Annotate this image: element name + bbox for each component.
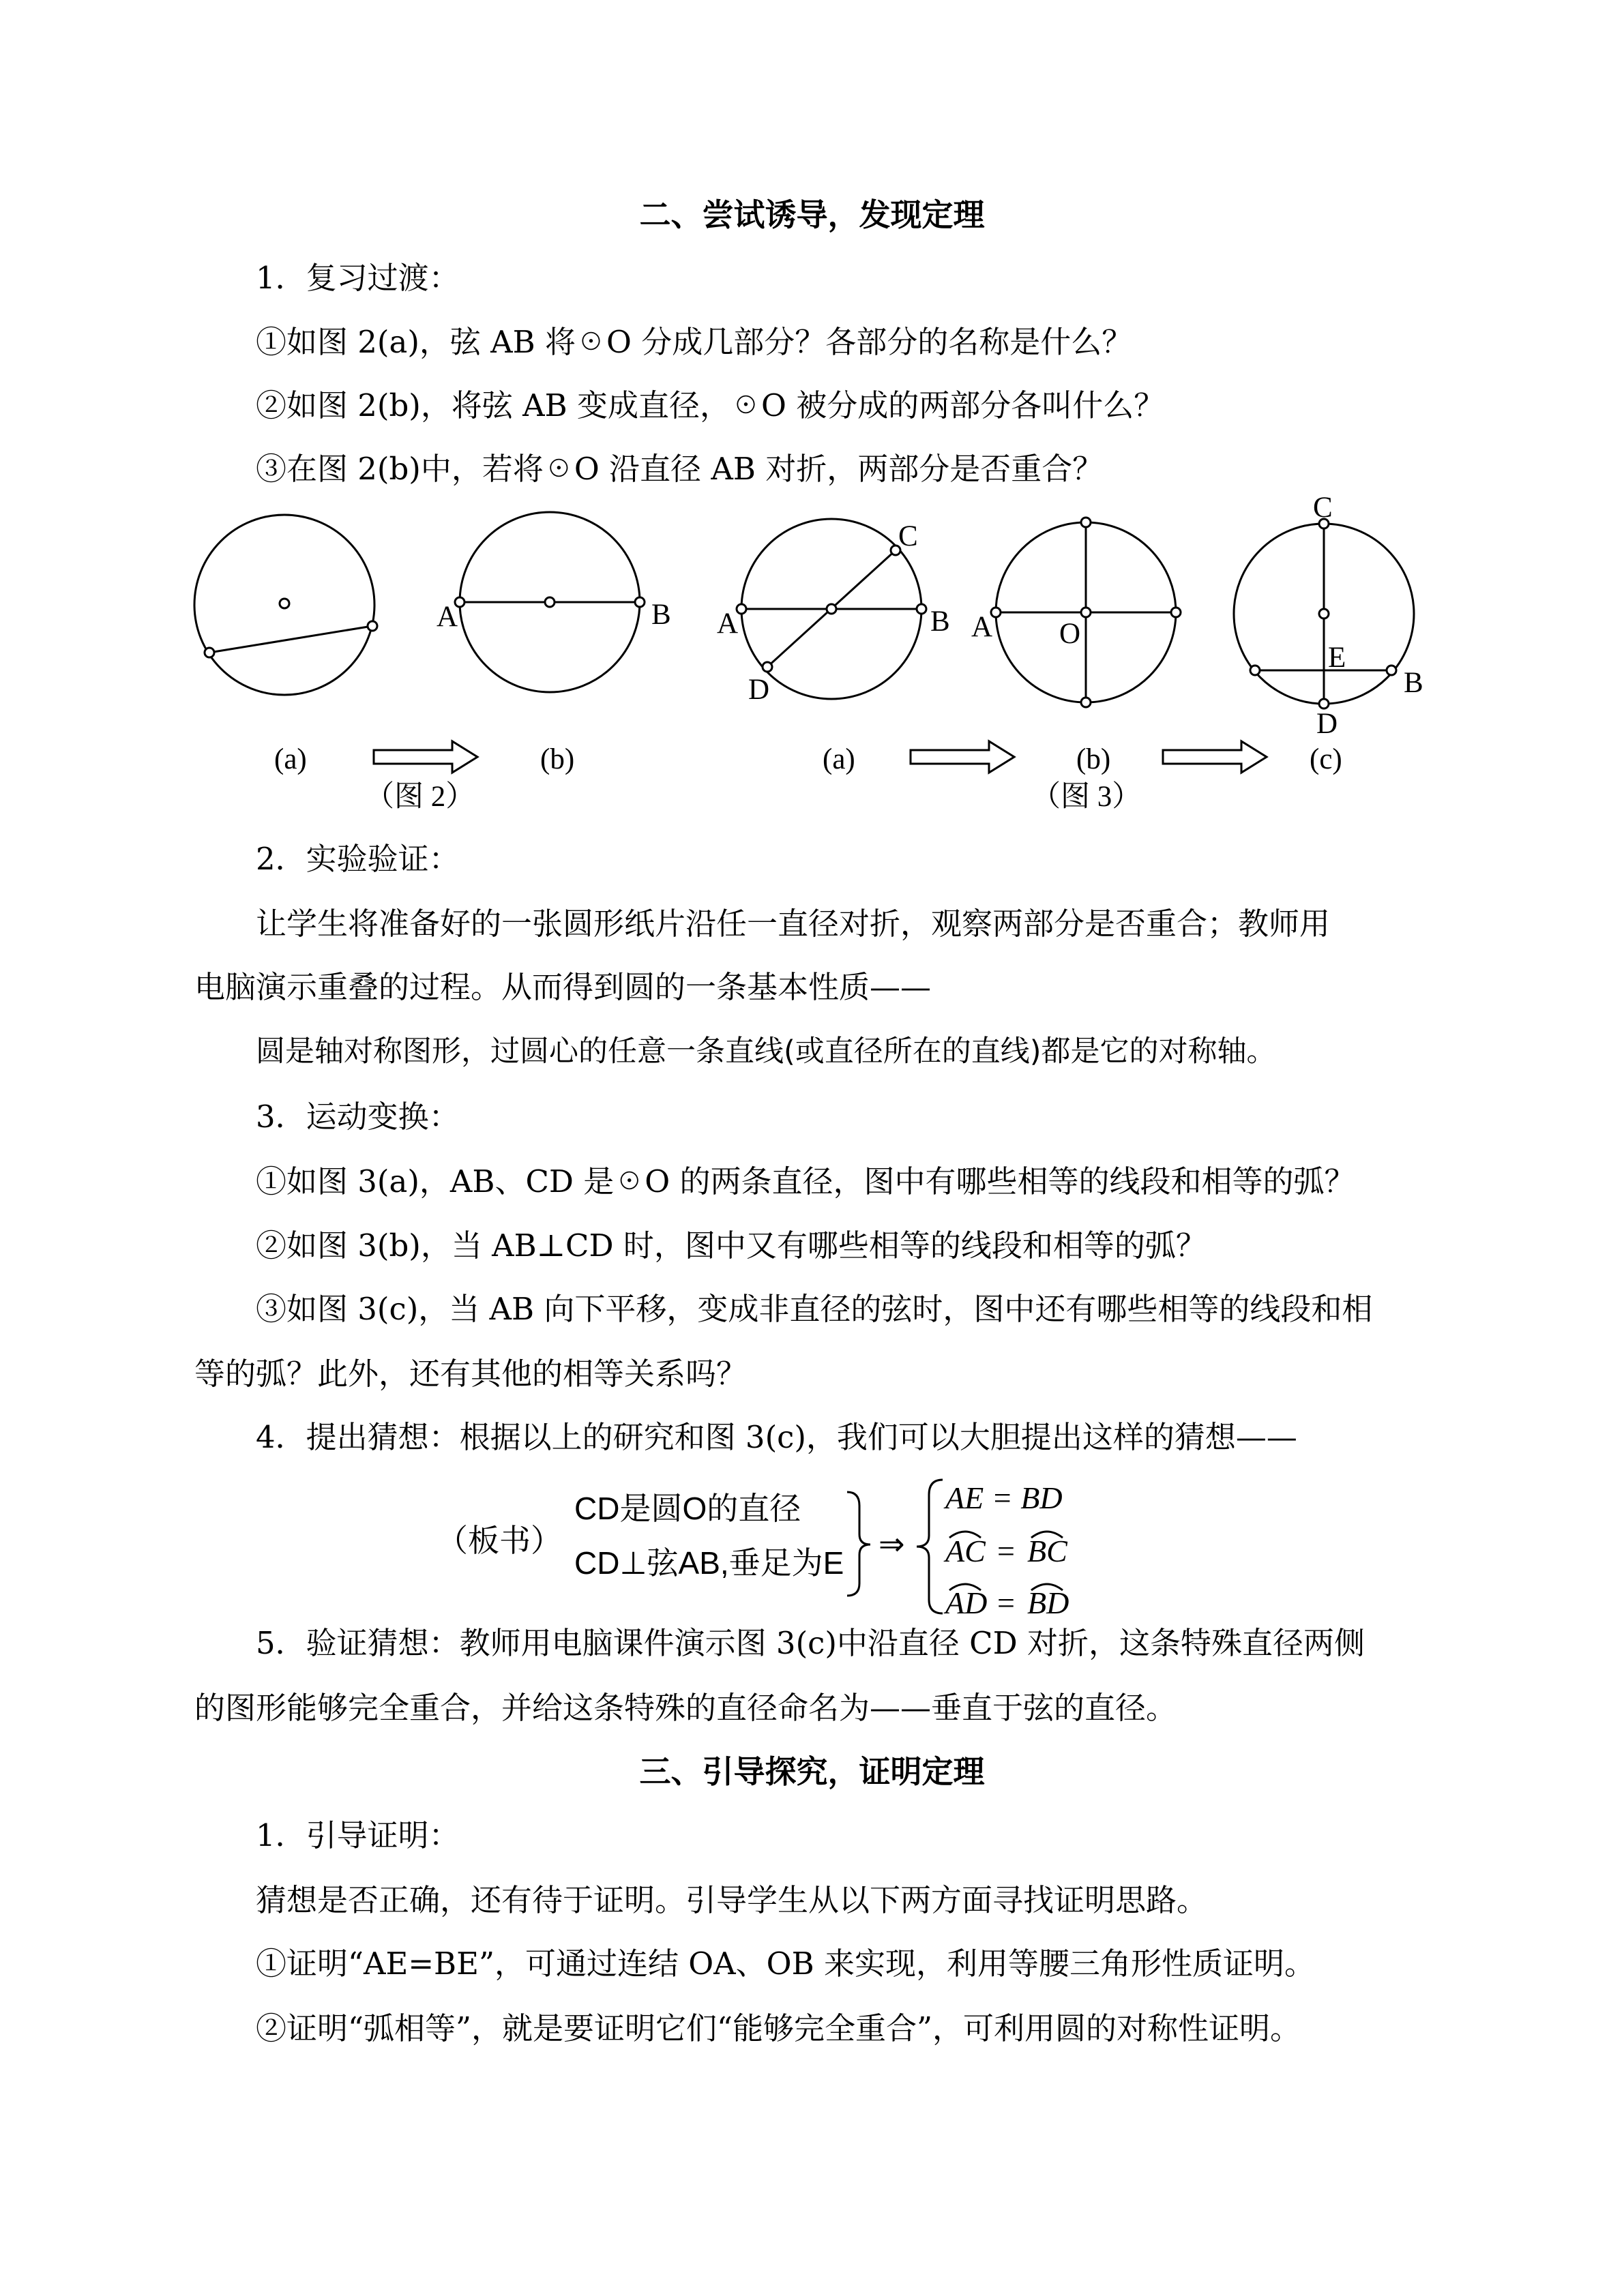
review-question-3: ③在图 2(b)中，若将☉O 沿直径 AB 对折，两部分是否重合？: [256, 451, 1104, 487]
implies-symbol: ⇒: [879, 1527, 905, 1562]
proof-paragraph-3: ②证明“弧相等”，就是要证明它们“能够完全重合”，可利用圆的对称性证明。: [256, 2010, 1301, 2046]
fig3a-point-b: B: [930, 606, 950, 638]
verify-paragraph-line-1: 5．验证猜想：教师用电脑课件演示图 3(c)中沿直径 CD 对折，这条特殊直径两侧: [256, 1625, 1365, 1661]
proof-paragraph-2: ①证明“AE=BE”，可通过连结 OA、OB 来实现，利用等腰三角形性质证明。: [256, 1945, 1315, 1982]
fig3b-point-o: O: [1059, 618, 1081, 650]
section-3-title: 三、引导探究，证明定理: [639, 1753, 985, 1790]
experiment-paragraph-line-2: 电脑演示重叠的过程。从而得到圆的一条基本性质——: [194, 969, 932, 1005]
figure-3c-circle: [1234, 519, 1414, 709]
verify-paragraph-line-2: 的图形能够完全重合，并给这条特殊的直径命名为——垂直于弦的直径。: [194, 1690, 1177, 1726]
motion-question-2: ②如图 3(b)，当 AB⊥CD 时，图中又有哪些相等的线段和相等的弧？: [256, 1227, 1207, 1264]
conclusion-arc-ac: AC: [945, 1534, 986, 1568]
circle-symmetry-property: 圆是轴对称图形，过圆心的任意一条直线(或直径所在的直线)都是它的对称轴。: [256, 1034, 1276, 1069]
section-title: 二、尝试诱导，发现定理: [639, 196, 985, 233]
conclusion-segments-equal: AE = BD: [945, 1480, 1063, 1515]
conclusion-arc-ad: AD: [945, 1585, 988, 1616]
review-question-1: ①如图 2(a)，弦 AB 将☉O 分成几部分？各部分的名称是什么？: [256, 324, 1133, 360]
motion-heading: 3．运动变换：: [256, 1099, 460, 1135]
conclusion-eq-3: =: [997, 1585, 1015, 1616]
fig3a-point-c: C: [898, 520, 918, 552]
arrow-3a-to-3b: [911, 741, 1014, 773]
motion-question-1: ①如图 3(a)，AB、CD 是☉O 的两条直径，图中有哪些相等的线段和相等的弧？: [256, 1163, 1355, 1199]
fig3c-point-b: B: [1404, 667, 1423, 699]
board-label: （板书）: [437, 1523, 562, 1558]
fig3a-label: (a): [823, 743, 855, 775]
fig3c-label: (c): [1310, 743, 1342, 775]
fig2b-point-a: A: [437, 601, 458, 633]
arrow-3b-to-3c: [1163, 741, 1267, 773]
figure-2a-circle: [194, 515, 377, 695]
conclusion-arc-bc: BC: [1027, 1534, 1067, 1568]
fig3a-point-d: D: [748, 674, 770, 706]
review-question-2: ②如图 2(b)，将弦 AB 变成直径，☉O 被分成的两部分各叫什么？: [256, 387, 1165, 423]
conjecture-formula: [423, 1459, 1173, 1616]
figure-3b-circle: [991, 518, 1181, 707]
premise-brace: [847, 1492, 870, 1596]
figure-2b-circle: [455, 512, 645, 692]
fig3a-point-a: A: [717, 608, 739, 640]
experiment-paragraph-line-1: 让学生将准备好的一张圆形纸片沿任一直径对折，观察两部分是否重合；教师用: [256, 906, 1331, 942]
premise-perpendicular: CD⊥弦AB,垂足为E: [574, 1545, 844, 1581]
arrow-2a-to-2b: [374, 741, 477, 773]
conclusion-brace: [917, 1480, 943, 1613]
fig3c-point-c: C: [1313, 492, 1333, 524]
fig2-caption: （图 2）: [365, 781, 475, 813]
fig3-caption: （图 3）: [1031, 781, 1142, 813]
proof-paragraph-1: 猜想是否正确，还有待于证明。引导学生从以下两方面寻找证明思路。: [256, 1882, 1208, 1918]
proof-heading: 1．引导证明：: [256, 1817, 460, 1853]
fig2b-point-b: B: [651, 599, 671, 631]
fig2b-label: (b): [540, 743, 575, 775]
fig3c-point-e: E: [1328, 642, 1346, 674]
fig2a-label: (a): [274, 743, 307, 775]
experiment-heading: 2．实验验证：: [256, 841, 460, 877]
fig3b-label: (b): [1076, 743, 1111, 775]
motion-question-3-line-2: 等的弧？此外，还有其他的相等关系吗？: [194, 1356, 748, 1392]
conclusion-arc-bd: BD: [1027, 1585, 1069, 1616]
fig3b-point-a: A: [971, 611, 993, 643]
motion-question-3-line-1: ③如图 3(c)，当 AB 向下平移，变成非直径的弦时，图中还有哪些相等的线段和相: [256, 1291, 1373, 1327]
conclusion-eq-2: =: [997, 1534, 1015, 1568]
premise-diameter: CD是圆O的直径: [574, 1491, 801, 1526]
fig3c-point-d: D: [1316, 708, 1338, 740]
conjecture-text: 4．提出猜想：根据以上的研究和图 3(c)，我们可以大胆提出这样的猜想——: [256, 1419, 1297, 1455]
review-heading: 1．复习过渡：: [256, 260, 460, 296]
